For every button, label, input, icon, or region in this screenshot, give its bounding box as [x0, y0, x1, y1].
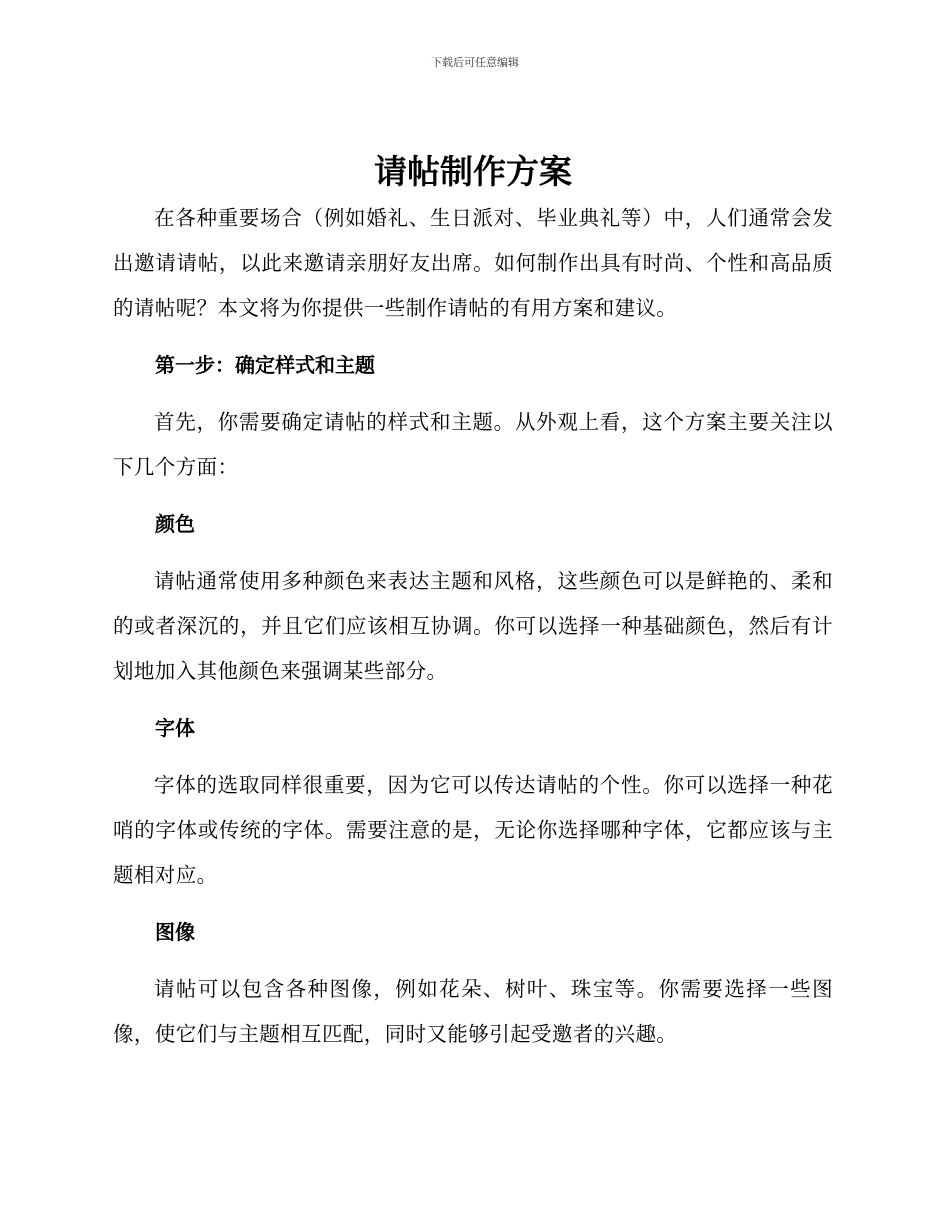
- step1-heading: 第一步：确定样式和主题: [155, 353, 375, 377]
- font-paragraph: 字体的选取同样很重要，因为它可以传达请帖的个性。你可以选择一种花哨的字体或传统的字体。需要注意的是，无论你选择哪种字体，它都应该与主题相对应。: [113, 773, 833, 887]
- image-heading: 图像: [155, 920, 195, 944]
- page-title: 请帖制作方案: [374, 152, 572, 191]
- step1-paragraph: 首先，你需要确定请帖的样式和主题。从外观上看，这个方案主要关注以下几个方面：: [113, 410, 833, 479]
- color-heading: 颜色: [155, 512, 195, 536]
- font-heading: 字体: [155, 716, 195, 740]
- color-paragraph: 请帖通常使用多种颜色来表达主题和风格，这些颜色可以是鲜艳的、柔和的或者深沉的，并且它们应该相互协调。你可以选择一种基础颜色，然后有计划地加入其他颜色来强调某些部分。: [113, 569, 833, 683]
- intro-paragraph: 在各种重要场合（例如婚礼、生日派对、毕业典礼等）中，人们通常会发出邀请请帖，以此来邀请亲朋好友出席。如何制作出具有时尚、个性和高品质的请帖呢？本文将为你提供一些制作请帖的有用方案和建议。: [113, 206, 833, 320]
- header-note: 下载后可任意编辑: [431, 56, 519, 69]
- document-body: [113, 150, 833, 1057]
- image-paragraph: 请帖可以包含各种图像，例如花朵、树叶、珠宝等。你需要选择一些图像，使它们与主题相互匹配，同时又能够引起受邀者的兴趣。: [113, 977, 833, 1046]
